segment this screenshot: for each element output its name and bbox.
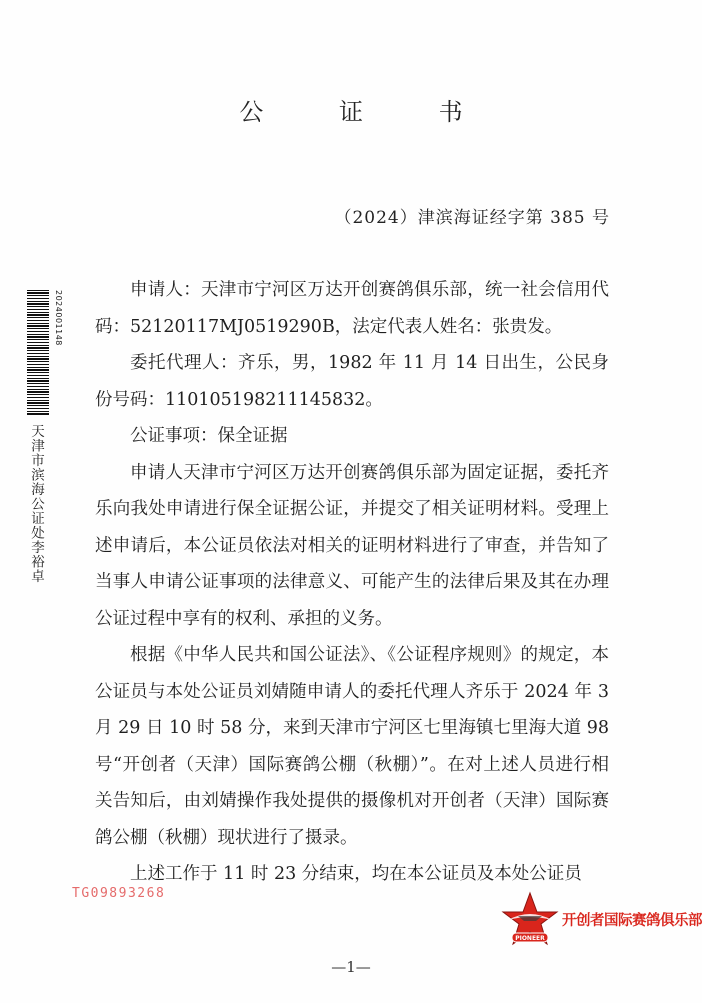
notary-office-label: 天津市滨海公证处李裕卓 — [28, 424, 44, 584]
paragraph-agent: 委托代理人：齐乐，男，1982 年 11 月 14 日出生，公民身份号码：110105198211145832。 — [95, 353, 609, 410]
logo-text: PIONEER — [515, 935, 545, 942]
paragraph-procedure: 根据《中华人民共和国公证法》、《公证程序规则》的规定，本公证员与本处公证员刘婧随申请人的委托代理人齐乐于 2024 年 3 月 29 日 10 时 58 分，来到天津市宁河区七里海镇七里海大道 98 号“开创者（天津）国际赛鸽公棚（秋棚）”。在对上述人员进行相关告知后，由刘婧操作我处提供的摄像机对开创者（天津）国际赛鸽公棚（秋棚）现状进行了摄录。 — [95, 645, 609, 848]
barcode-number: 2024001148 — [54, 290, 63, 346]
paragraph-matter: 公证事项：保全证据 — [130, 426, 288, 446]
paragraph-conclusion: 上述工作于 11 时 23 分结束，均在本公证员及本处公证员 — [130, 864, 582, 884]
page-number: —1— — [331, 958, 371, 976]
pioneer-star-logo — [500, 890, 560, 950]
document-title: 公 证 书 — [239, 98, 497, 126]
barcode-image — [27, 290, 49, 415]
paragraph-applicant: 申请人：天津市宁河区万达开创赛鸽俱乐部，统一社会信用代码：52120117MJ0519290B，法定代表人姓名：张贵发。 — [95, 280, 609, 337]
serial-number: TG09893268 — [72, 886, 166, 901]
document-number: （2024）津滨海证经字第 385 号 — [334, 208, 610, 228]
document-body — [95, 272, 609, 893]
club-name: 开创者国际赛鸽俱乐部 — [562, 913, 702, 929]
paragraph-application: 申请人天津市宁河区万达开创赛鸽俱乐部为固定证据，委托齐乐向我处申请进行保全证据公证，并提交了相关证明材料。受理上述申请后，本公证员依法对相关的证明材料进行了审查，并告知了当事人申请公证事项的法律意义、可能产生的法律后果及其在办理公证过程中享有的权利、承担的义务。 — [95, 462, 609, 629]
